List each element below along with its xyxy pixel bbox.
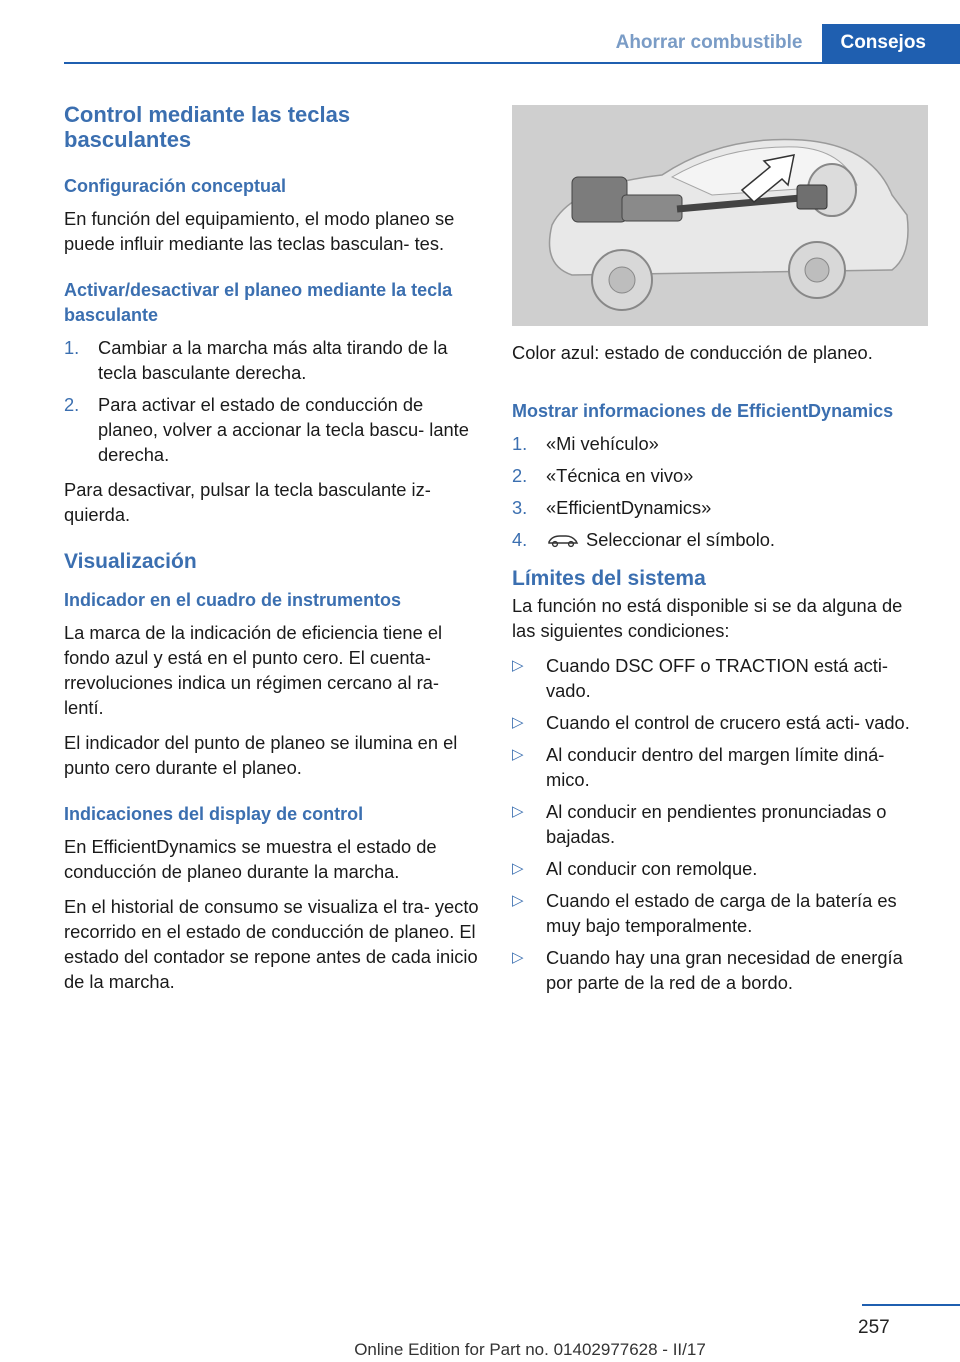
list-item <box>512 495 928 520</box>
list-item <box>512 463 928 488</box>
footer-rule <box>862 1304 960 1306</box>
tab-consejos[interactable]: Consejos <box>822 24 960 62</box>
step-text: «Mi vehículo» <box>546 433 659 454</box>
list-item <box>64 335 480 385</box>
subheading-indicador: Indicador en el cuadro de instrumentos <box>64 590 402 610</box>
list-item <box>512 856 928 881</box>
list-item <box>512 710 928 735</box>
conditions-list <box>512 653 928 995</box>
right-column <box>512 102 928 1005</box>
list-item <box>512 653 928 703</box>
paragraph: El indicador del punto de planeo se ilumina en el punto cero durante el planeo. <box>64 732 458 778</box>
list-item <box>512 431 928 456</box>
step-number: 3. <box>512 497 528 518</box>
car-drivetrain-illustration <box>512 105 928 326</box>
paragraph: En el historial de consumo se visualiza el tra‐ yecto recorrido en el estado de conducción de planeo. El estado del contador se repone antes de cada inicio de la marcha. <box>64 896 479 992</box>
list-item <box>512 799 928 849</box>
step-number: 2. <box>512 465 528 486</box>
steps-list <box>64 335 480 467</box>
header-tabs <box>596 24 960 62</box>
paragraph: Para desactivar, pulsar la tecla basculante iz‐ quierda. <box>64 479 431 525</box>
bullet-icon: ▷ <box>512 746 524 763</box>
list-item <box>512 527 928 552</box>
bullet-icon: ▷ <box>512 803 524 820</box>
condition-text: Cuando el control de crucero está acti‐ vado. <box>546 712 910 733</box>
page-number: 257 <box>858 1317 890 1338</box>
section-title: Control mediante las teclas basculantes <box>64 102 351 152</box>
list-item <box>512 742 928 792</box>
step-number: 4. <box>512 529 528 550</box>
list-item <box>512 945 928 995</box>
section-heading-visualizacion: Visualización <box>64 550 197 573</box>
step-text: Cambiar a la marcha más alta tirando de la tecla basculante derecha. <box>98 337 448 383</box>
tab-ahorrar-combustible[interactable]: Ahorrar combustible <box>596 24 823 62</box>
list-item <box>512 888 928 938</box>
step-text: Para activar el estado de conducción de planeo, volver a accionar la tecla bascu‐ lante derecha. <box>98 394 469 465</box>
step-number: 1. <box>64 337 80 358</box>
bullet-icon: ▷ <box>512 657 524 674</box>
condition-text: Al conducir con remolque. <box>546 858 758 879</box>
edition-footer: Online Edition for Part no. 01402977628 - II/17 <box>354 1340 706 1359</box>
subheading-configuracion: Configuración conceptual <box>64 176 287 196</box>
subheading-mostrar: Mostrar informaciones de EfficientDynamics <box>512 401 894 421</box>
subheading-display: Indicaciones del display de control <box>64 804 364 824</box>
condition-text: Al conducir en pendientes pronunciadas o bajadas. <box>546 801 887 847</box>
step-text: «Técnica en vivo» <box>546 465 694 486</box>
coasting-car-icon <box>546 532 580 548</box>
condition-text: Cuando hay una gran necesidad de energía por parte de la red de a bordo. <box>546 947 903 993</box>
bullet-icon: ▷ <box>512 860 524 877</box>
step-number: 1. <box>512 433 528 454</box>
bullet-icon: ▷ <box>512 949 524 966</box>
condition-text: Cuando DSC OFF o TRACTION está acti‐ vado. <box>546 655 889 701</box>
paragraph: En función del equipamiento, el modo planeo se puede influir mediante las teclas basculan‐ tes. <box>64 208 455 254</box>
figure-caption: Color azul: estado de conducción de planeo. <box>512 342 873 363</box>
bullet-icon: ▷ <box>512 892 524 909</box>
condition-text: Cuando el estado de carga de la batería es muy bajo temporalmente. <box>546 890 897 936</box>
steps-list <box>512 431 928 552</box>
paragraph: La función no está disponible si se da alguna de las siguientes condiciones: <box>512 595 903 641</box>
step-number: 2. <box>64 394 80 415</box>
step-text: Seleccionar el símbolo. <box>586 529 775 550</box>
list-item <box>64 392 480 467</box>
condition-text: Al conducir dentro del margen límite diná‐ mico. <box>546 744 885 790</box>
paragraph: En EfficientDynamics se muestra el estado de conducción de planeo durante la marcha. <box>64 836 437 882</box>
subheading-activar: Activar/desactivar el planeo mediante la tecla basculante <box>64 280 453 325</box>
paragraph: La marca de la indicación de eficiencia tiene el fondo azul y está en el punto cero. El cuenta‐ rrevoluciones indica un régimen cercano al ra‐ lentí. <box>64 622 443 718</box>
section-heading-limites: Límites del sistema <box>512 567 706 590</box>
header-rule <box>64 62 960 64</box>
bullet-icon: ▷ <box>512 714 524 731</box>
step-text: «EfficientDynamics» <box>546 497 712 518</box>
left-column <box>64 102 480 1004</box>
